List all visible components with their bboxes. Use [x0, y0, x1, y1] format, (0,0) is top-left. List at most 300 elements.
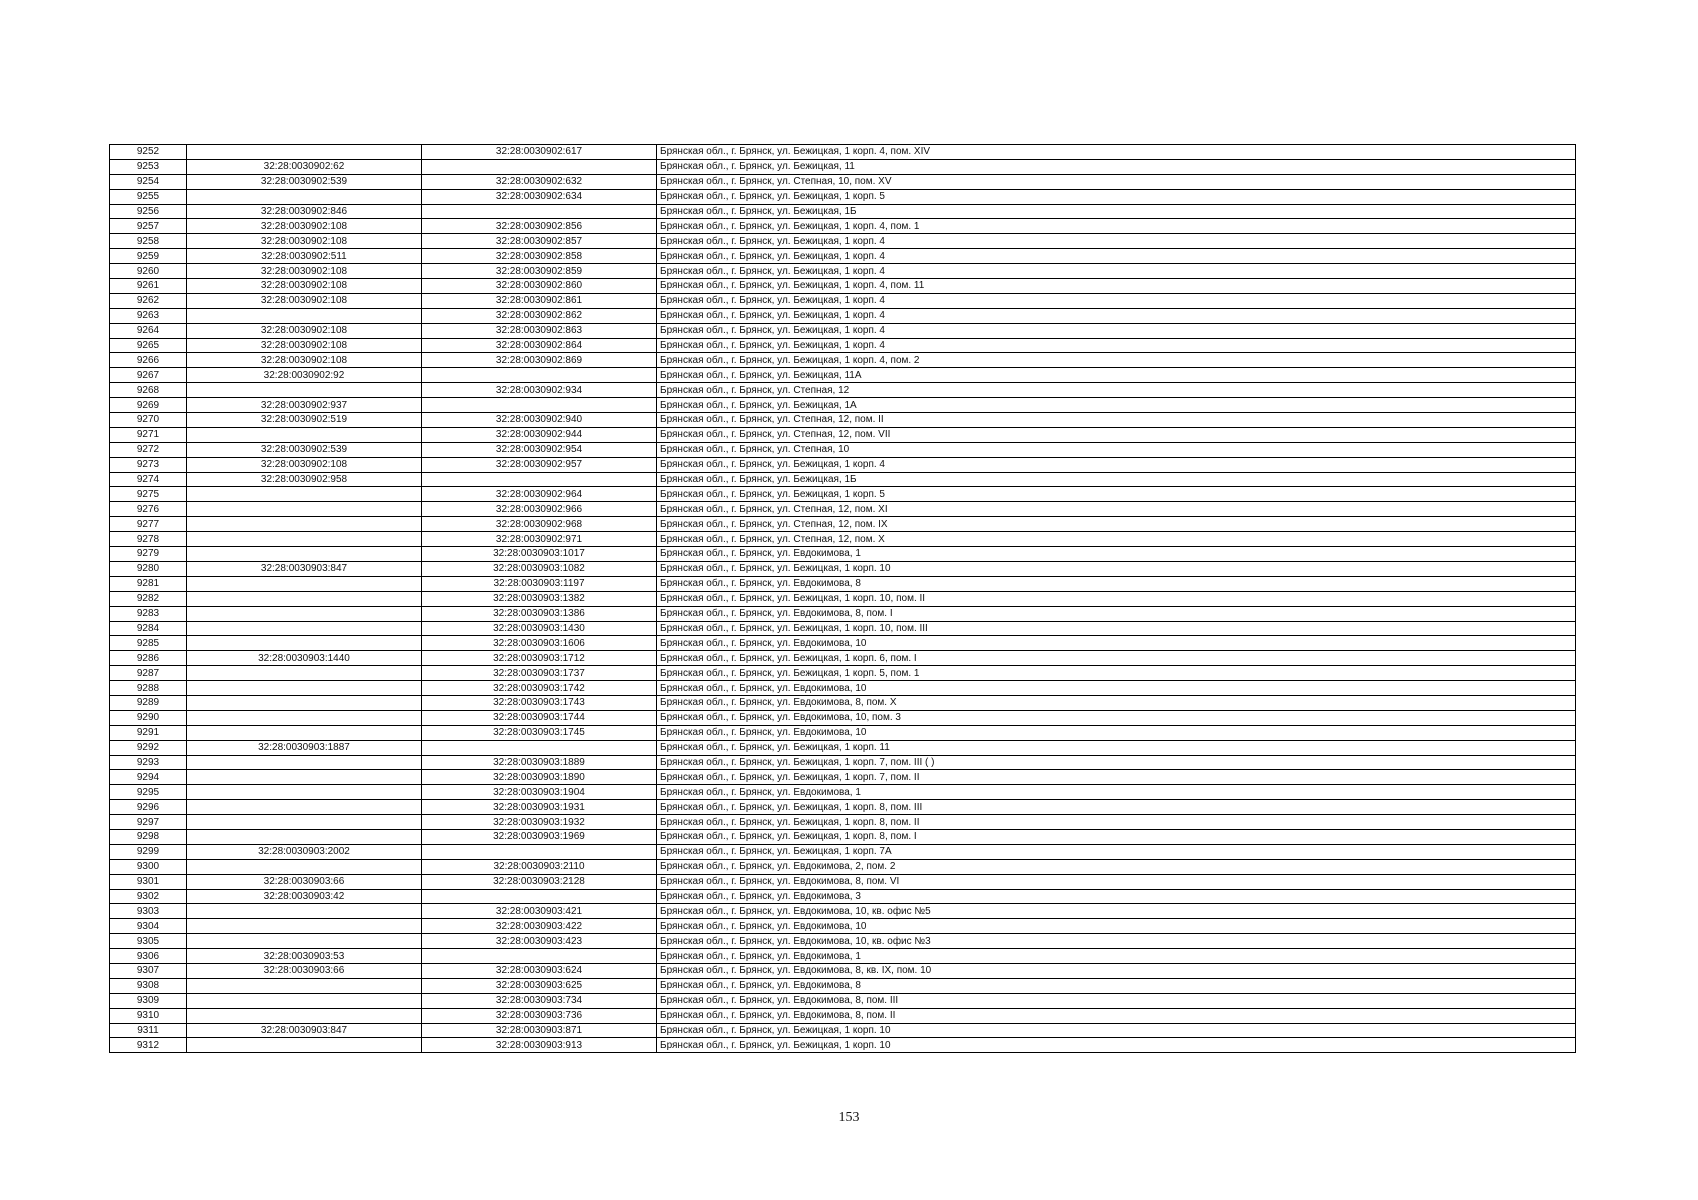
land-cadastral-cell	[187, 770, 422, 785]
object-cadastral-cell: 32:28:0030903:1712	[422, 651, 657, 666]
object-cadastral-cell	[422, 889, 657, 904]
row-number-cell: 9262	[110, 293, 187, 308]
address-cell: Брянская обл., г. Брянск, ул. Бежицкая, 1 корп. 5	[657, 189, 1576, 204]
land-cadastral-cell: 32:28:0030902:108	[187, 323, 422, 338]
object-cadastral-cell	[422, 159, 657, 174]
object-cadastral-cell: 32:28:0030903:1931	[422, 800, 657, 815]
address-cell: Брянская обл., г. Брянск, ул. Бежицкая, 1 корп. 4	[657, 249, 1576, 264]
land-cadastral-cell	[187, 189, 422, 204]
table-row	[110, 472, 1576, 487]
table-row	[110, 159, 1576, 174]
row-number-cell: 9301	[110, 874, 187, 889]
object-cadastral-cell	[422, 204, 657, 219]
row-number-cell: 9253	[110, 159, 187, 174]
table-row	[110, 1008, 1576, 1023]
row-number-cell: 9286	[110, 651, 187, 666]
land-cadastral-cell	[187, 502, 422, 517]
land-cadastral-cell: 32:28:0030902:108	[187, 338, 422, 353]
object-cadastral-cell: 32:28:0030903:2110	[422, 859, 657, 874]
land-cadastral-cell: 32:28:0030902:108	[187, 353, 422, 368]
address-cell: Брянская обл., г. Брянск, ул. Бежицкая, 11	[657, 159, 1576, 174]
object-cadastral-cell: 32:28:0030903:1197	[422, 576, 657, 591]
land-cadastral-cell	[187, 383, 422, 398]
table-row	[110, 547, 1576, 562]
object-cadastral-cell: 32:28:0030902:944	[422, 427, 657, 442]
land-cadastral-cell	[187, 591, 422, 606]
land-cadastral-cell: 32:28:0030902:62	[187, 159, 422, 174]
land-cadastral-cell: 32:28:0030902:539	[187, 442, 422, 457]
table-row	[110, 442, 1576, 457]
table-row	[110, 666, 1576, 681]
land-cadastral-cell	[187, 606, 422, 621]
land-cadastral-cell	[187, 621, 422, 636]
address-cell: Брянская обл., г. Брянск, ул. Евдокимова, 8, пом. X	[657, 695, 1576, 710]
row-number-cell: 9257	[110, 219, 187, 234]
row-number-cell: 9302	[110, 889, 187, 904]
table-row	[110, 487, 1576, 502]
land-cadastral-cell	[187, 859, 422, 874]
address-cell: Брянская обл., г. Брянск, ул. Бежицкая, 1 корп. 10	[657, 1038, 1576, 1053]
table-row	[110, 725, 1576, 740]
address-cell: Брянская обл., г. Брянск, ул. Степная, 12, пом. IX	[657, 517, 1576, 532]
table-row	[110, 904, 1576, 919]
address-cell: Брянская обл., г. Брянск, ул. Бежицкая, 1 корп. 10, пом. III	[657, 621, 1576, 636]
row-number-cell: 9258	[110, 234, 187, 249]
object-cadastral-cell: 32:28:0030903:871	[422, 1023, 657, 1038]
land-cadastral-cell	[187, 427, 422, 442]
table-row	[110, 755, 1576, 770]
address-cell: Брянская обл., г. Брянск, ул. Евдокимова, 8, пом. III	[657, 993, 1576, 1008]
land-cadastral-cell	[187, 725, 422, 740]
table-row	[110, 770, 1576, 785]
land-cadastral-cell	[187, 1008, 422, 1023]
row-number-cell: 9303	[110, 904, 187, 919]
table-row	[110, 323, 1576, 338]
address-cell: Брянская обл., г. Брянск, ул. Евдокимова, 10	[657, 919, 1576, 934]
row-number-cell: 9279	[110, 547, 187, 562]
object-cadastral-cell: 32:28:0030903:1382	[422, 591, 657, 606]
land-cadastral-cell	[187, 755, 422, 770]
table-row	[110, 219, 1576, 234]
address-cell: Брянская обл., г. Брянск, ул. Евдокимова, 10, кв. офис №3	[657, 934, 1576, 949]
table-row	[110, 844, 1576, 859]
row-number-cell: 9288	[110, 681, 187, 696]
row-number-cell: 9287	[110, 666, 187, 681]
table-row	[110, 934, 1576, 949]
row-number-cell: 9252	[110, 145, 187, 160]
row-number-cell: 9274	[110, 472, 187, 487]
object-cadastral-cell: 32:28:0030903:913	[422, 1038, 657, 1053]
row-number-cell: 9277	[110, 517, 187, 532]
table-row	[110, 145, 1576, 160]
object-cadastral-cell: 32:28:0030903:1932	[422, 815, 657, 830]
land-cadastral-cell	[187, 308, 422, 323]
land-cadastral-cell	[187, 1038, 422, 1053]
land-cadastral-cell: 32:28:0030903:847	[187, 1023, 422, 1038]
object-cadastral-cell: 32:28:0030903:422	[422, 919, 657, 934]
land-cadastral-cell: 32:28:0030903:66	[187, 963, 422, 978]
address-cell: Брянская обл., г. Брянск, ул. Степная, 12, пом. II	[657, 413, 1576, 428]
row-number-cell: 9272	[110, 442, 187, 457]
object-cadastral-cell	[422, 844, 657, 859]
row-number-cell: 9293	[110, 755, 187, 770]
object-cadastral-cell: 32:28:0030903:1737	[422, 666, 657, 681]
row-number-cell: 9273	[110, 457, 187, 472]
table-row	[110, 353, 1576, 368]
table-row	[110, 413, 1576, 428]
land-cadastral-cell: 32:28:0030903:66	[187, 874, 422, 889]
land-cadastral-cell	[187, 829, 422, 844]
row-number-cell: 9292	[110, 740, 187, 755]
address-cell: Брянская обл., г. Брянск, ул. Степная, 10	[657, 442, 1576, 457]
page-number: 153	[838, 1110, 860, 1125]
address-cell: Брянская обл., г. Брянск, ул. Евдокимова, 10, пом. 3	[657, 710, 1576, 725]
address-cell: Брянская обл., г. Брянск, ул. Бежицкая, 1 корп. 10	[657, 1023, 1576, 1038]
table-row	[110, 576, 1576, 591]
row-number-cell: 9306	[110, 949, 187, 964]
row-number-cell: 9260	[110, 264, 187, 279]
address-cell: Брянская обл., г. Брянск, ул. Бежицкая, 1 корп. 8, пом. II	[657, 815, 1576, 830]
row-number-cell: 9290	[110, 710, 187, 725]
table-row	[110, 368, 1576, 383]
table-row	[110, 815, 1576, 830]
land-cadastral-cell: 32:28:0030902:958	[187, 472, 422, 487]
object-cadastral-cell: 32:28:0030903:1606	[422, 636, 657, 651]
land-cadastral-cell	[187, 978, 422, 993]
address-cell: Брянская обл., г. Брянск, ул. Евдокимова, 1	[657, 949, 1576, 964]
address-cell: Брянская обл., г. Брянск, ул. Евдокимова, 8, кв. IX, пом. 10	[657, 963, 1576, 978]
land-cadastral-cell: 32:28:0030903:847	[187, 561, 422, 576]
address-cell: Брянская обл., г. Брянск, ул. Бежицкая, 1 корп. 6, пом. I	[657, 651, 1576, 666]
row-number-cell: 9278	[110, 532, 187, 547]
object-cadastral-cell	[422, 949, 657, 964]
land-cadastral-cell: 32:28:0030903:1887	[187, 740, 422, 755]
address-cell: Брянская обл., г. Брянск, ул. Евдокимова, 1	[657, 547, 1576, 562]
row-number-cell: 9281	[110, 576, 187, 591]
address-cell: Брянская обл., г. Брянск, ул. Евдокимова, 8	[657, 576, 1576, 591]
row-number-cell: 9295	[110, 785, 187, 800]
address-cell: Брянская обл., г. Брянск, ул. Бежицкая, 1 корп. 10	[657, 561, 1576, 576]
object-cadastral-cell	[422, 398, 657, 413]
object-cadastral-cell: 32:28:0030903:1890	[422, 770, 657, 785]
land-cadastral-cell: 32:28:0030902:108	[187, 234, 422, 249]
object-cadastral-cell: 32:28:0030902:617	[422, 145, 657, 160]
table-row	[110, 293, 1576, 308]
land-cadastral-cell	[187, 487, 422, 502]
row-number-cell: 9297	[110, 815, 187, 830]
table-row	[110, 681, 1576, 696]
object-cadastral-cell: 32:28:0030903:1969	[422, 829, 657, 844]
table-row	[110, 174, 1576, 189]
land-cadastral-cell	[187, 681, 422, 696]
address-cell: Брянская обл., г. Брянск, ул. Бежицкая, 1 корп. 7, пом. II	[657, 770, 1576, 785]
row-number-cell: 9294	[110, 770, 187, 785]
table-row	[110, 517, 1576, 532]
object-cadastral-cell: 32:28:0030902:860	[422, 279, 657, 294]
table-row	[110, 993, 1576, 1008]
address-cell: Брянская обл., г. Брянск, ул. Бежицкая, 1 корп. 7, пом. III ( )	[657, 755, 1576, 770]
address-cell: Брянская обл., г. Брянск, ул. Бежицкая, 1 корп. 4, пом. XIV	[657, 145, 1576, 160]
address-cell: Брянская обл., г. Брянск, ул. Бежицкая, 1 корп. 4	[657, 323, 1576, 338]
land-cadastral-cell	[187, 785, 422, 800]
address-cell: Брянская обл., г. Брянск, ул. Евдокимова, 2, пом. 2	[657, 859, 1576, 874]
land-cadastral-cell	[187, 904, 422, 919]
land-cadastral-cell	[187, 993, 422, 1008]
address-cell: Брянская обл., г. Брянск, ул. Степная, 12	[657, 383, 1576, 398]
row-number-cell: 9271	[110, 427, 187, 442]
row-number-cell: 9270	[110, 413, 187, 428]
row-number-cell: 9283	[110, 606, 187, 621]
address-cell: Брянская обл., г. Брянск, ул. Бежицкая, 1Б	[657, 472, 1576, 487]
row-number-cell: 9275	[110, 487, 187, 502]
address-cell: Брянская обл., г. Брянск, ул. Бежицкая, 1 корп. 4, пом. 11	[657, 279, 1576, 294]
object-cadastral-cell: 32:28:0030903:423	[422, 934, 657, 949]
land-cadastral-cell	[187, 547, 422, 562]
land-cadastral-cell	[187, 145, 422, 160]
row-number-cell: 9259	[110, 249, 187, 264]
object-cadastral-cell: 32:28:0030902:864	[422, 338, 657, 353]
address-cell: Брянская обл., г. Брянск, ул. Степная, 10, пом. XV	[657, 174, 1576, 189]
row-number-cell: 9264	[110, 323, 187, 338]
address-cell: Брянская обл., г. Брянск, ул. Бежицкая, 1 корп. 5	[657, 487, 1576, 502]
address-cell: Брянская обл., г. Брянск, ул. Евдокимова, 8	[657, 978, 1576, 993]
land-cadastral-cell	[187, 815, 422, 830]
land-cadastral-cell: 32:28:0030902:108	[187, 264, 422, 279]
row-number-cell: 9309	[110, 993, 187, 1008]
address-cell: Брянская обл., г. Брянск, ул. Бежицкая, 1 корп. 4	[657, 338, 1576, 353]
table-row	[110, 561, 1576, 576]
address-cell: Брянская обл., г. Брянск, ул. Бежицкая, 1 корп. 5, пом. 1	[657, 666, 1576, 681]
land-cadastral-cell	[187, 919, 422, 934]
land-cadastral-cell: 32:28:0030902:539	[187, 174, 422, 189]
row-number-cell: 9307	[110, 963, 187, 978]
address-cell: Брянская обл., г. Брянск, ул. Евдокимова, 8, пом. I	[657, 606, 1576, 621]
row-number-cell: 9311	[110, 1023, 187, 1038]
table-row	[110, 874, 1576, 889]
land-cadastral-cell: 32:28:0030902:108	[187, 457, 422, 472]
row-number-cell: 9285	[110, 636, 187, 651]
table-row	[110, 532, 1576, 547]
table-row	[110, 234, 1576, 249]
address-cell: Брянская обл., г. Брянск, ул. Степная, 12, пом. X	[657, 532, 1576, 547]
address-cell: Брянская обл., г. Брянск, ул. Бежицкая, 1 корп. 8, пом. III	[657, 800, 1576, 815]
object-cadastral-cell: 32:28:0030903:1744	[422, 710, 657, 725]
land-cadastral-cell: 32:28:0030903:53	[187, 949, 422, 964]
table-row	[110, 427, 1576, 442]
address-cell: Брянская обл., г. Брянск, ул. Бежицкая, 1 корп. 4	[657, 308, 1576, 323]
table-row	[110, 978, 1576, 993]
object-cadastral-cell: 32:28:0030902:857	[422, 234, 657, 249]
row-number-cell: 9261	[110, 279, 187, 294]
address-cell: Брянская обл., г. Брянск, ул. Бежицкая, 1 корп. 4, пом. 2	[657, 353, 1576, 368]
row-number-cell: 9305	[110, 934, 187, 949]
object-cadastral-cell: 32:28:0030902:869	[422, 353, 657, 368]
land-cadastral-cell: 32:28:0030902:519	[187, 413, 422, 428]
row-number-cell: 9266	[110, 353, 187, 368]
address-cell: Брянская обл., г. Брянск, ул. Евдокимова, 10, кв. офис №5	[657, 904, 1576, 919]
table-row	[110, 636, 1576, 651]
object-cadastral-cell: 32:28:0030902:957	[422, 457, 657, 472]
object-cadastral-cell: 32:28:0030902:632	[422, 174, 657, 189]
address-cell: Брянская обл., г. Брянск, ул. Степная, 12, пом. XI	[657, 502, 1576, 517]
object-cadastral-cell: 32:28:0030902:634	[422, 189, 657, 204]
address-cell: Брянская обл., г. Брянск, ул. Бежицкая, 1 корп. 4	[657, 234, 1576, 249]
row-number-cell: 9289	[110, 695, 187, 710]
land-cadastral-cell: 32:28:0030902:108	[187, 293, 422, 308]
table-row	[110, 800, 1576, 815]
row-number-cell: 9308	[110, 978, 187, 993]
address-cell: Брянская обл., г. Брянск, ул. Бежицкая, 1 корп. 4	[657, 264, 1576, 279]
row-number-cell: 9265	[110, 338, 187, 353]
object-cadastral-cell: 32:28:0030902:858	[422, 249, 657, 264]
object-cadastral-cell	[422, 472, 657, 487]
address-cell: Брянская обл., г. Брянск, ул. Бежицкая, 1 корп. 11	[657, 740, 1576, 755]
land-cadastral-cell	[187, 800, 422, 815]
land-cadastral-cell	[187, 636, 422, 651]
table-row	[110, 338, 1576, 353]
registry-table	[109, 144, 1576, 1053]
row-number-cell: 9267	[110, 368, 187, 383]
object-cadastral-cell: 32:28:0030902:954	[422, 442, 657, 457]
object-cadastral-cell: 32:28:0030903:624	[422, 963, 657, 978]
object-cadastral-cell: 32:28:0030903:736	[422, 1008, 657, 1023]
object-cadastral-cell: 32:28:0030903:1743	[422, 695, 657, 710]
table-row	[110, 919, 1576, 934]
object-cadastral-cell: 32:28:0030903:1889	[422, 755, 657, 770]
row-number-cell: 9255	[110, 189, 187, 204]
object-cadastral-cell: 32:28:0030902:934	[422, 383, 657, 398]
object-cadastral-cell: 32:28:0030903:734	[422, 993, 657, 1008]
table-row	[110, 308, 1576, 323]
object-cadastral-cell: 32:28:0030902:968	[422, 517, 657, 532]
object-cadastral-cell: 32:28:0030902:971	[422, 532, 657, 547]
table-row	[110, 1038, 1576, 1053]
object-cadastral-cell: 32:28:0030902:940	[422, 413, 657, 428]
land-cadastral-cell: 32:28:0030902:108	[187, 219, 422, 234]
table-row	[110, 621, 1576, 636]
table-row	[110, 1023, 1576, 1038]
object-cadastral-cell: 32:28:0030903:1017	[422, 547, 657, 562]
table-row	[110, 695, 1576, 710]
address-cell: Брянская обл., г. Брянск, ул. Бежицкая, 11А	[657, 368, 1576, 383]
row-number-cell: 9312	[110, 1038, 187, 1053]
row-number-cell: 9256	[110, 204, 187, 219]
table-row	[110, 963, 1576, 978]
row-number-cell: 9276	[110, 502, 187, 517]
table-row	[110, 204, 1576, 219]
object-cadastral-cell: 32:28:0030903:1904	[422, 785, 657, 800]
table-row	[110, 457, 1576, 472]
address-cell: Брянская обл., г. Брянск, ул. Степная, 12, пом. VII	[657, 427, 1576, 442]
row-number-cell: 9296	[110, 800, 187, 815]
row-number-cell: 9269	[110, 398, 187, 413]
table-row	[110, 859, 1576, 874]
land-cadastral-cell: 32:28:0030902:108	[187, 279, 422, 294]
object-cadastral-cell: 32:28:0030903:1745	[422, 725, 657, 740]
object-cadastral-cell: 32:28:0030902:964	[422, 487, 657, 502]
table-row	[110, 249, 1576, 264]
object-cadastral-cell: 32:28:0030902:862	[422, 308, 657, 323]
row-number-cell: 9254	[110, 174, 187, 189]
address-cell: Брянская обл., г. Брянск, ул. Евдокимова, 1	[657, 785, 1576, 800]
table-row	[110, 740, 1576, 755]
object-cadastral-cell: 32:28:0030903:2128	[422, 874, 657, 889]
address-cell: Брянская обл., г. Брянск, ул. Евдокимова, 8, пом. II	[657, 1008, 1576, 1023]
object-cadastral-cell: 32:28:0030902:861	[422, 293, 657, 308]
land-cadastral-cell	[187, 695, 422, 710]
table-row	[110, 189, 1576, 204]
table-row	[110, 502, 1576, 517]
table-row	[110, 279, 1576, 294]
object-cadastral-cell	[422, 740, 657, 755]
row-number-cell: 9304	[110, 919, 187, 934]
object-cadastral-cell	[422, 368, 657, 383]
land-cadastral-cell: 32:28:0030903:42	[187, 889, 422, 904]
row-number-cell: 9300	[110, 859, 187, 874]
address-cell: Брянская обл., г. Брянск, ул. Бежицкая, 1 корп. 4	[657, 457, 1576, 472]
land-cadastral-cell: 32:28:0030903:2002	[187, 844, 422, 859]
registry-table-body	[110, 145, 1576, 1053]
address-cell: Брянская обл., г. Брянск, ул. Бежицкая, 1Б	[657, 204, 1576, 219]
object-cadastral-cell: 32:28:0030903:1430	[422, 621, 657, 636]
land-cadastral-cell	[187, 517, 422, 532]
land-cadastral-cell: 32:28:0030903:1440	[187, 651, 422, 666]
land-cadastral-cell: 32:28:0030902:92	[187, 368, 422, 383]
object-cadastral-cell: 32:28:0030902:863	[422, 323, 657, 338]
land-cadastral-cell: 32:28:0030902:937	[187, 398, 422, 413]
object-cadastral-cell: 32:28:0030903:1742	[422, 681, 657, 696]
address-cell: Брянская обл., г. Брянск, ул. Бежицкая, 1 корп. 4, пом. 1	[657, 219, 1576, 234]
address-cell: Брянская обл., г. Брянск, ул. Бежицкая, 1 корп. 8, пом. I	[657, 829, 1576, 844]
table-row	[110, 651, 1576, 666]
address-cell: Брянская обл., г. Брянск, ул. Бежицкая, 1 корп. 4	[657, 293, 1576, 308]
object-cadastral-cell: 32:28:0030902:859	[422, 264, 657, 279]
address-cell: Брянская обл., г. Брянск, ул. Евдокимова, 3	[657, 889, 1576, 904]
object-cadastral-cell: 32:28:0030903:1082	[422, 561, 657, 576]
address-cell: Брянская обл., г. Брянск, ул. Евдокимова, 10	[657, 636, 1576, 651]
object-cadastral-cell: 32:28:0030902:856	[422, 219, 657, 234]
object-cadastral-cell: 32:28:0030902:966	[422, 502, 657, 517]
address-cell: Брянская обл., г. Брянск, ул. Бежицкая, 1 корп. 10, пом. II	[657, 591, 1576, 606]
address-cell: Брянская обл., г. Брянск, ул. Евдокимова, 10	[657, 681, 1576, 696]
land-cadastral-cell: 32:28:0030902:846	[187, 204, 422, 219]
land-cadastral-cell	[187, 576, 422, 591]
land-cadastral-cell	[187, 710, 422, 725]
table-row	[110, 264, 1576, 279]
table-row	[110, 383, 1576, 398]
address-cell: Брянская обл., г. Брянск, ул. Евдокимова, 8, пом. VI	[657, 874, 1576, 889]
table-row	[110, 606, 1576, 621]
table-row	[110, 398, 1576, 413]
address-cell: Брянская обл., г. Брянск, ул. Бежицкая, 1А	[657, 398, 1576, 413]
table-row	[110, 829, 1576, 844]
address-cell: Брянская обл., г. Брянск, ул. Евдокимова, 10	[657, 725, 1576, 740]
table-row	[110, 785, 1576, 800]
row-number-cell: 9298	[110, 829, 187, 844]
address-cell: Брянская обл., г. Брянск, ул. Бежицкая, 1 корп. 7А	[657, 844, 1576, 859]
table-row	[110, 710, 1576, 725]
land-cadastral-cell	[187, 934, 422, 949]
row-number-cell: 9291	[110, 725, 187, 740]
land-cadastral-cell	[187, 666, 422, 681]
table-row	[110, 949, 1576, 964]
object-cadastral-cell: 32:28:0030903:625	[422, 978, 657, 993]
table-row	[110, 591, 1576, 606]
row-number-cell: 9280	[110, 561, 187, 576]
row-number-cell: 9299	[110, 844, 187, 859]
row-number-cell: 9284	[110, 621, 187, 636]
object-cadastral-cell: 32:28:0030903:1386	[422, 606, 657, 621]
